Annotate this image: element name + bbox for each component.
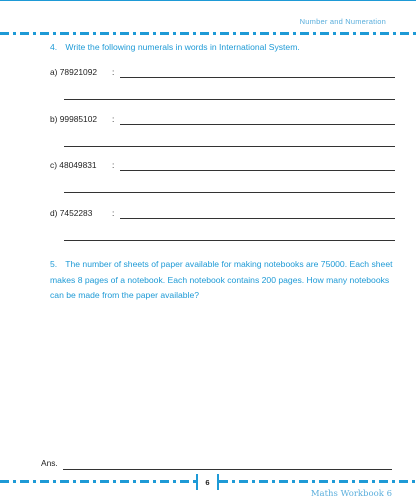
page-number: 6 [205,478,210,487]
item-b-colon: : [112,114,115,124]
dash-segment [173,480,176,483]
dash-segment [13,480,16,483]
dash-segment [100,32,109,35]
dash-segment [279,480,288,483]
book-title: Maths Workbook 6 [310,489,392,499]
dash-segment [80,32,89,35]
dash-segment [33,480,36,483]
item-a-answer-line-2[interactable] [64,99,395,100]
dash-segment [333,32,336,35]
dash-segment [313,32,316,35]
dash-segment [53,32,56,35]
dash-segment [53,480,56,483]
dash-segment [193,32,196,35]
dash-segment [273,32,276,35]
dash-segment [332,480,335,483]
dash-segment [219,480,228,483]
dash-segment [93,32,96,35]
dash-segment [0,480,9,483]
dash-segment [380,32,389,35]
dash-segment [140,32,149,35]
dash-segment [312,480,315,483]
dash-segment [40,480,49,483]
item-b-answer-line-1[interactable] [120,124,395,125]
dash-segment [33,32,36,35]
dash-segment [73,480,76,483]
dash-segment [320,32,329,35]
item-d-answer-line-2[interactable] [64,240,395,241]
chapter-title: Number and Numeration [299,17,386,26]
dash-segment [340,32,349,35]
item-c-colon: : [112,160,115,170]
dash-segment [93,480,96,483]
item-d-answer-line-1[interactable] [120,218,395,219]
dash-segment [400,32,409,35]
item-c-answer-line-1[interactable] [120,170,395,171]
dash-segment [153,32,156,35]
dash-segment [20,32,29,35]
answer-line[interactable] [63,469,392,470]
header-dashed-rule [0,31,416,36]
dash-segment [153,480,156,483]
answer-label: Ans. [41,458,58,468]
dash-segment [120,32,129,35]
question-4 [50,40,300,56]
dash-segment [173,32,176,35]
item-b-answer-line-2[interactable] [64,146,395,147]
dash-segment [180,480,189,483]
dash-segment [353,32,356,35]
dash-segment [13,32,16,35]
item-d-colon: : [112,208,115,218]
question-5 [50,257,395,304]
dash-segment [133,480,136,483]
dash-segment [240,32,249,35]
dash-segment [252,480,255,483]
dash-segment [339,480,348,483]
dash-segment [292,480,295,483]
dash-segment [0,32,9,35]
dash-segment [100,480,109,483]
dash-segment [113,32,116,35]
item-d-label: d) 7452283 [50,208,93,218]
dash-segment [239,480,248,483]
dash-segment [300,32,309,35]
question-4-text: Write the following numerals in words in International System. [65,42,300,52]
dash-segment [293,32,296,35]
dash-segment [359,480,368,483]
item-a-label: a) 78921092 [50,67,98,77]
question-5-text: The number of sheets of paper available for making notebooks are 75000. Each sheet makes 8 pages of a notebook. Each notebook contains 200 pages. How many notebooks can be made from the paper available? [50,259,393,300]
dash-segment [220,32,229,35]
page-number-bracket-right [217,474,219,490]
dash-segment [360,32,369,35]
dash-segment [280,32,289,35]
dash-segment [232,480,235,483]
item-a-colon: : [112,67,115,77]
dash-segment [393,32,396,35]
item-c-label: c) 48049831 [50,160,97,170]
dash-segment [373,32,376,35]
dash-segment [160,32,169,35]
footer-dashed-rule-right [219,479,416,484]
dash-segment [299,480,308,483]
dash-segment [160,480,169,483]
item-c-answer-line-2[interactable] [64,192,395,193]
dash-segment [392,480,395,483]
footer-dashed-rule-left [0,479,196,484]
dash-segment [40,32,49,35]
dash-segment [213,32,216,35]
dash-segment [259,480,268,483]
dash-segment [200,32,209,35]
dash-segment [372,480,375,483]
dash-segment [140,480,149,483]
dash-segment [120,480,129,483]
dash-segment [133,32,136,35]
dash-segment [233,32,236,35]
dash-segment [412,480,415,483]
item-a-answer-line-1[interactable] [120,77,395,78]
dash-segment [260,32,269,35]
dash-segment [180,32,189,35]
dash-segment [20,480,29,483]
dash-segment [379,480,388,483]
dash-segment [80,480,89,483]
dash-segment [399,480,408,483]
dash-segment [73,32,76,35]
dash-segment [319,480,328,483]
dash-segment [352,480,355,483]
question-5-number: 5. [50,259,58,269]
dash-segment [253,32,256,35]
dash-segment [113,480,116,483]
dash-segment [60,32,69,35]
item-b-label: b) 99985102 [50,114,98,124]
header-top-rule [0,0,416,1]
dash-segment [272,480,275,483]
question-4-number: 4. [50,42,58,52]
dash-segment [60,480,69,483]
